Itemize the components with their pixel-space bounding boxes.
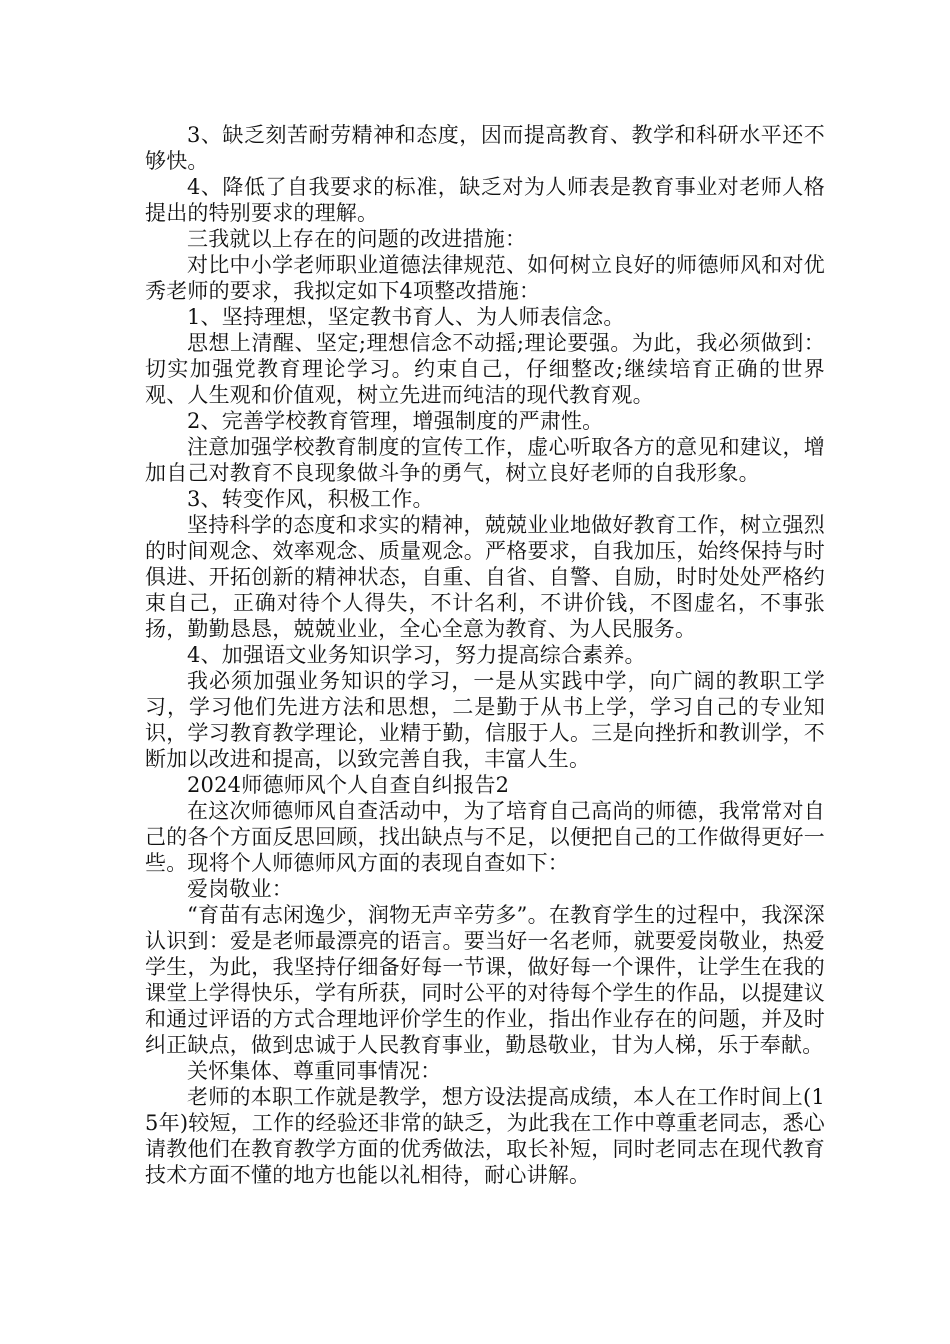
paragraph: 3、缺乏刻苦耐劳精神和态度，因而提高教育、教学和科研水平还不够快。 — [145, 123, 825, 173]
paragraph: 我必须加强业务知识的学习，一是从实践中学，向广阔的教职工学习，学习他们先进方法和思想，二是勤于从书上学，学习自己的专业知识，学习教育教学理论，业精于勤，信服于人。三是向挫折和教训学，不断加以改进和提高，以致完善自我，丰富人生。 — [145, 669, 825, 771]
paragraph: 在这次师德师风自查活动中，为了培育自己高尚的师德，我常常对自己的各个方面反思回顾，找出缺点与不足，以便把自己的工作做得更好一些。现将个人师德师风方面的表现自查如下： — [145, 799, 825, 875]
paragraph: “育苗有志闲逸少，润物无声辛劳多”。在教育学生的过程中，我深深认识到：爱是老师最漂亮的语言。要当好一名老师，就要爱岗敬业，热爱学生，为此，我坚持仔细备好每一节课，做好每一个课件，让学生在我的课堂上学得快乐，学有所获，同时公平的对待每个学生的作品，以提建议和通过评语的方式合理地评价学生的作业，指出作业存在的问题，并及时纠正缺点，做到忠诚于人民教育事业，勤恳敬业，甘为人梯，乐于奉献。 — [145, 903, 825, 1057]
paragraph: 思想上清醒、坚定;理想信念不动摇;理论要强。为此，我必须做到：切实加强党教育理论学习。约束自己，仔细整改;继续培育正确的世界观、人生观和价值观，树立先进而纯洁的现代教育观。 — [145, 331, 825, 407]
paragraph: 爱岗敬业： — [187, 877, 293, 901]
paragraph: 三我就以上存在的问题的改进措施： — [187, 227, 527, 251]
section-title: 2024师德师风个人自查自纠报告2 — [187, 773, 510, 797]
paragraph: 注意加强学校教育制度的宣传工作，虚心听取各方的意见和建议，增加自己对教育不良现象做斗争的勇气，树立良好老师的自我形象。 — [145, 435, 825, 485]
document-body — [145, 122, 825, 1188]
paragraph: 1、坚持理想，坚定教书育人、为人师表信念。 — [187, 305, 625, 329]
paragraph: 老师的本职工作就是教学，想方设法提高成绩，本人在工作时间上(15年)较短，工作的经验还非常的缺乏，为此我在工作中尊重老同志，悉心请教他们在教育教学方面的优秀做法，取长补短，同时老同志在现代教育技术方面不懂的地方也能以礼相待，耐心讲解。 — [145, 1085, 825, 1187]
paragraph: 4、加强语文业务知识学习，努力提高综合素养。 — [187, 643, 646, 667]
paragraph: 关怀集体、尊重同事情况： — [187, 1059, 442, 1083]
paragraph: 4、降低了自我要求的标准，缺乏对为人师表是教育事业对老师人格提出的特别要求的理解。 — [145, 175, 825, 225]
paragraph: 坚持科学的态度和求实的精神，兢兢业业地做好教育工作，树立强烈的时间观念、效率观念、质量观念。严格要求，自我加压，始终保持与时俱进、开拓创新的精神状态，自重、自省、自警、自励，时时处处严格约束自己，正确对待个人得失，不计名利，不讲价钱，不图虚名，不事张扬，勤勤恳恳，兢兢业业，全心全意为教育、为人民服务。 — [145, 513, 825, 641]
paragraph: 3、转变作风，积极工作。 — [187, 487, 434, 511]
paragraph: 2、完善学校教育管理，增强制度的严肃性。 — [187, 409, 604, 433]
paragraph: 对比中小学老师职业道德法律规范、如何树立良好的师德师风和对优秀老师的要求，我拟定如下4项整改措施： — [145, 253, 825, 303]
